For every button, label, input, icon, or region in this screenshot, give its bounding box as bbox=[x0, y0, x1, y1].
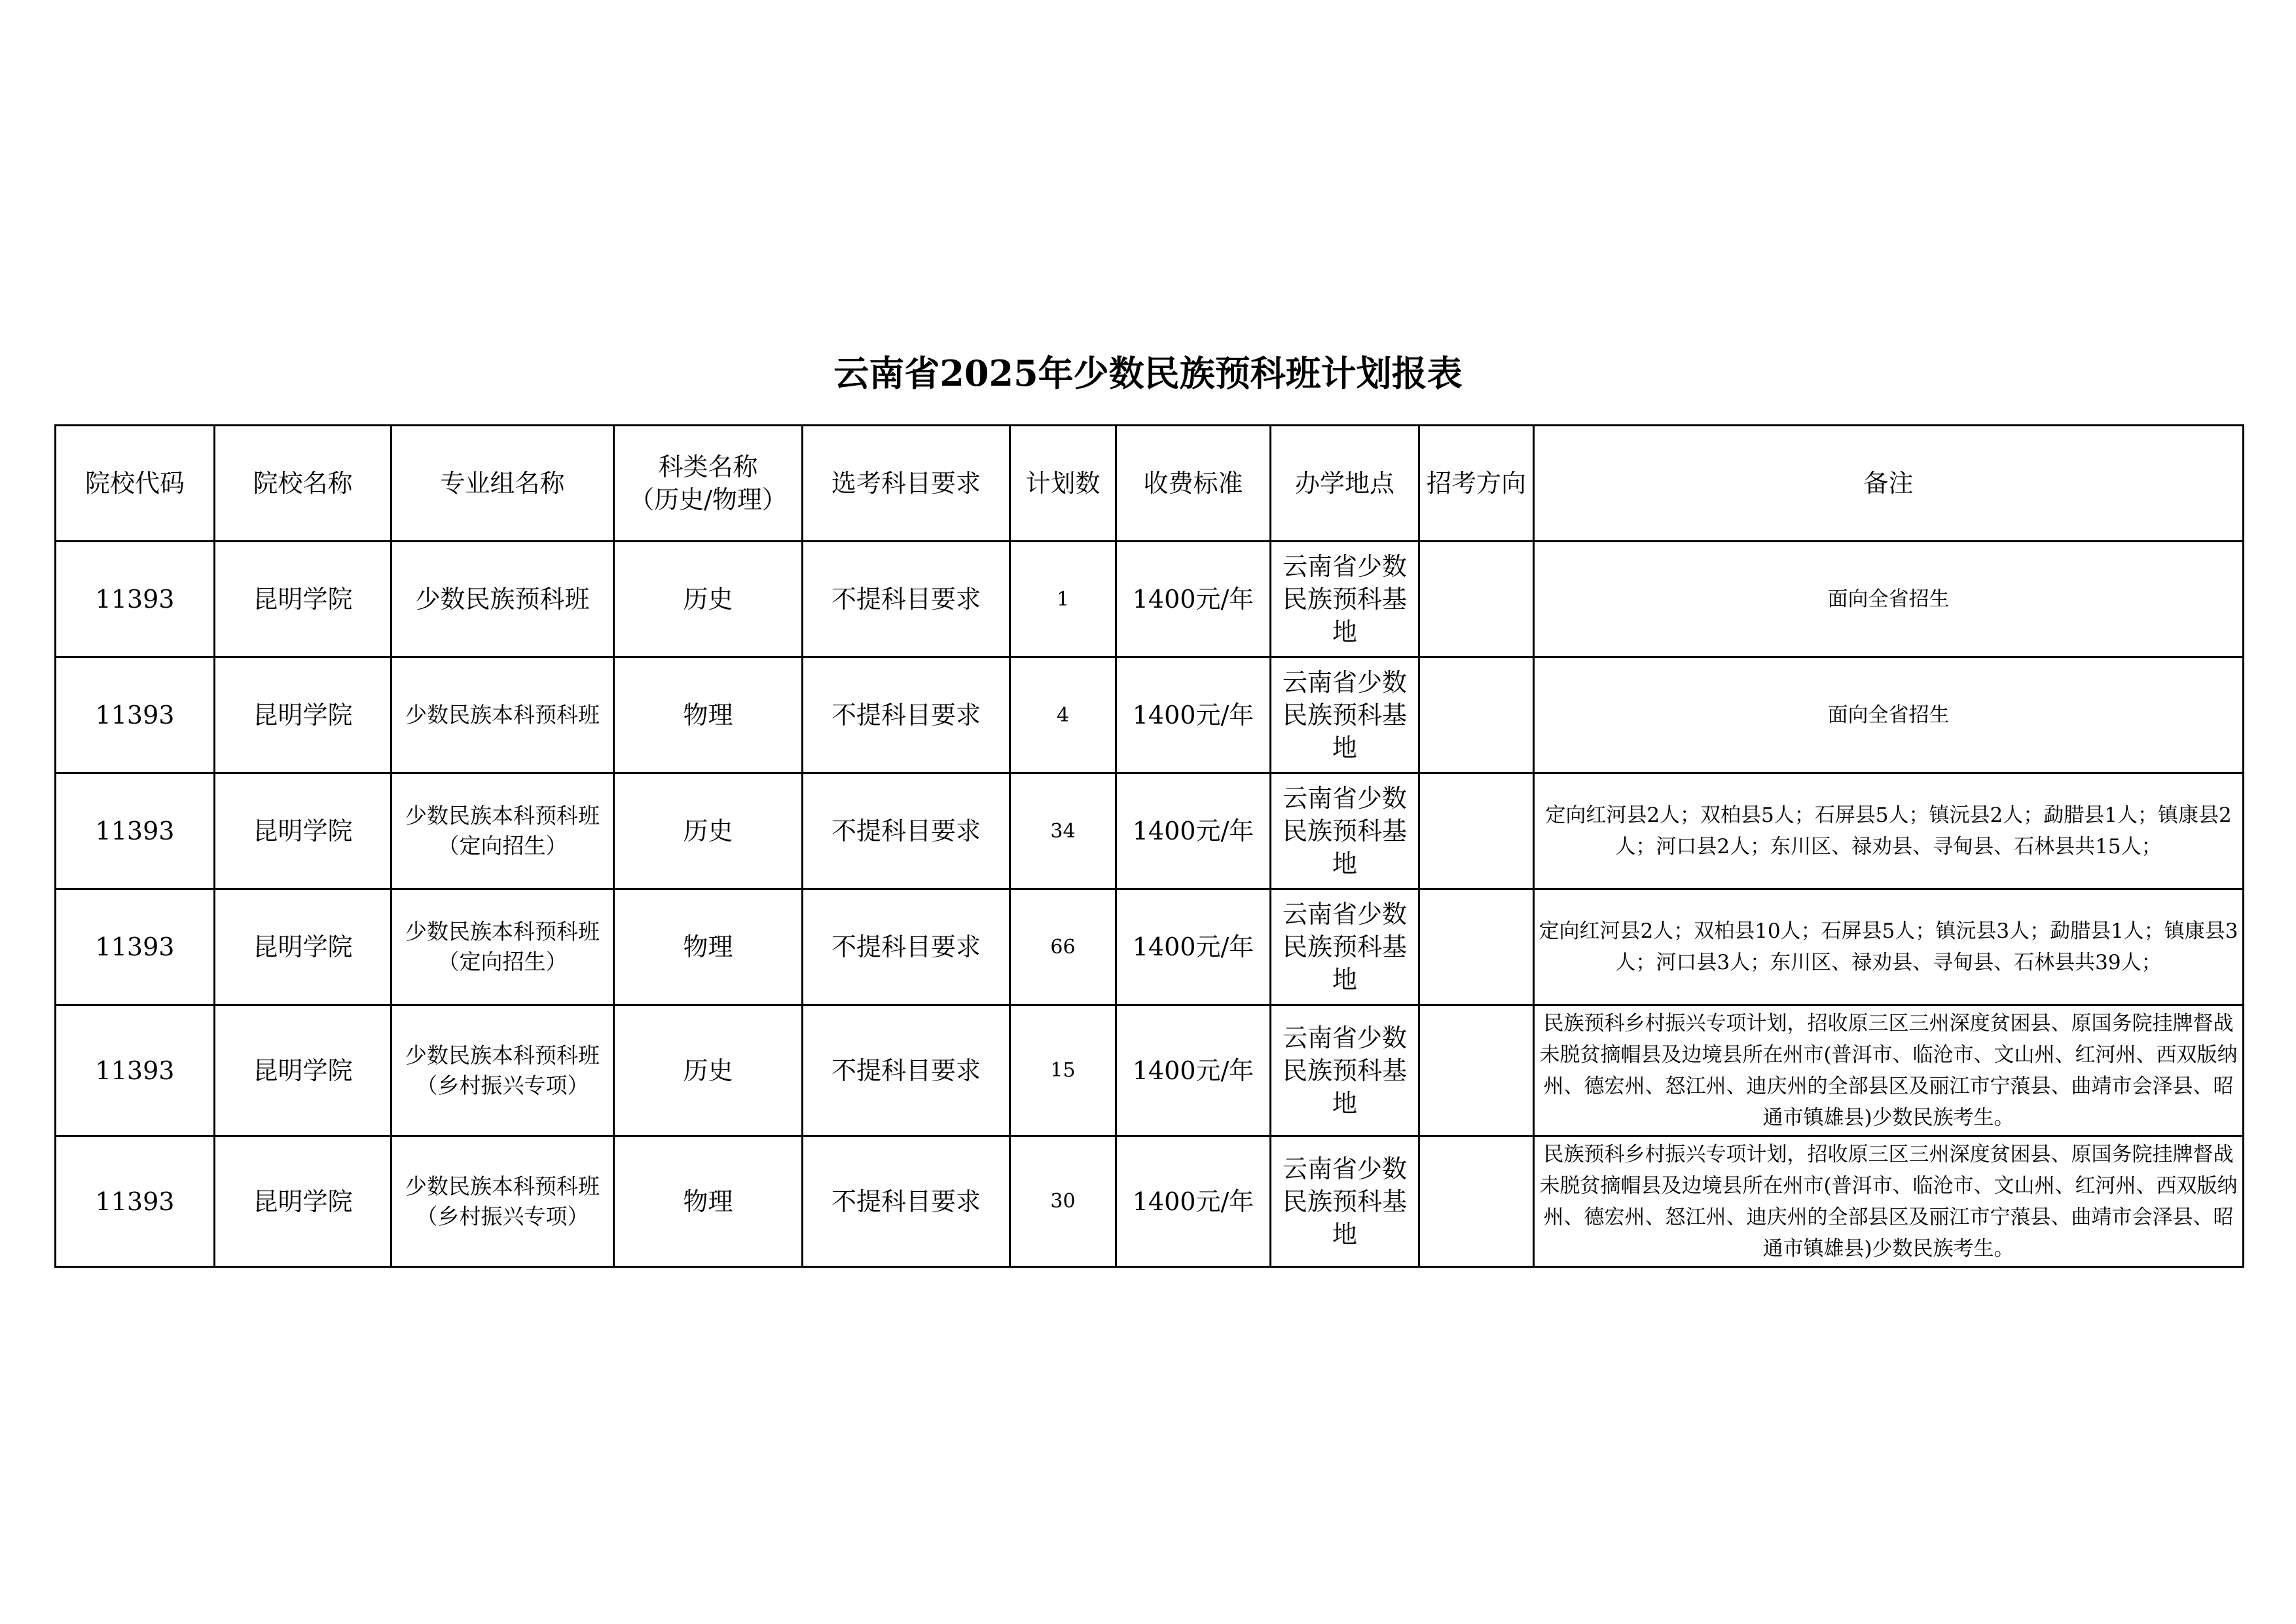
cell-major-group-line1: 少数民族本科预科班 bbox=[405, 1042, 600, 1068]
cell-category: 历史 bbox=[614, 773, 803, 889]
cell-major-group bbox=[392, 889, 614, 1005]
header-row bbox=[56, 426, 2244, 542]
cell-major-group bbox=[392, 542, 614, 657]
cell-direction bbox=[1419, 889, 1534, 1005]
cell-direction bbox=[1419, 773, 1534, 889]
cell-major-group bbox=[392, 657, 614, 773]
cell-fee: 1400元/年 bbox=[1116, 1136, 1271, 1267]
cell-note: 面向全省招生 bbox=[1534, 657, 2244, 773]
cell-fee: 1400元/年 bbox=[1116, 889, 1271, 1005]
page-title: 云南省2025年少数民族预科班计划报表 bbox=[833, 352, 1463, 394]
header-category-line1: 科类名称 bbox=[658, 452, 758, 481]
cell-site: 云南省少数民族预科基地 bbox=[1271, 542, 1419, 657]
cell-major-group-line1: 少数民族本科预科班 bbox=[405, 1173, 600, 1199]
cell-school-name: 昆明学院 bbox=[215, 889, 392, 1005]
cell-site: 云南省少数民族预科基地 bbox=[1271, 889, 1419, 1005]
cell-direction bbox=[1419, 1005, 1534, 1136]
cell-major-group bbox=[392, 773, 614, 889]
cell-note: 民族预科乡村振兴专项计划，招收原三区三州深度贫困县、原国务院挂牌督战未脱贫摘帽县及边境县所在州市(普洱市、临沧市、文山州、红河州、西双版纳州、德宏州、怒江州、迪庆州的全部县区及丽江市宁蒗县、曲靖市会泽县、昭通市镇雄县)少数民族考生。 bbox=[1534, 1005, 2244, 1136]
cell-school-code: 11393 bbox=[56, 1005, 215, 1136]
cell-plan-count: 34 bbox=[1010, 773, 1116, 889]
cell-direction bbox=[1419, 542, 1534, 657]
cell-plan-count: 1 bbox=[1010, 542, 1116, 657]
cell-direction bbox=[1419, 657, 1534, 773]
table-row bbox=[56, 1136, 2244, 1267]
cell-category: 历史 bbox=[614, 1005, 803, 1136]
cell-school-name: 昆明学院 bbox=[215, 773, 392, 889]
cell-major-group-line2: （定向招生） bbox=[437, 949, 568, 974]
header-plan-count: 计划数 bbox=[1010, 426, 1116, 542]
cell-category: 历史 bbox=[614, 542, 803, 657]
cell-site: 云南省少数民族预科基地 bbox=[1271, 1005, 1419, 1136]
header-school-name: 院校名称 bbox=[215, 426, 392, 542]
cell-subject-requirement: 不提科目要求 bbox=[803, 542, 1010, 657]
header-site: 办学地点 bbox=[1271, 426, 1419, 542]
header-direction: 招考方向 bbox=[1419, 426, 1534, 542]
cell-school-code: 11393 bbox=[56, 1136, 215, 1267]
cell-note: 定向红河县2人；双柏县5人；石屏县5人；镇沅县2人；勐腊县1人；镇康县2人；河口县2人；东川区、禄劝县、寻甸县、石林县共15人； bbox=[1534, 773, 2244, 889]
cell-plan-count: 4 bbox=[1010, 657, 1116, 773]
cell-subject-requirement: 不提科目要求 bbox=[803, 1136, 1010, 1267]
table-row bbox=[56, 1005, 2244, 1136]
cell-major-group-line1: 少数民族本科预科班 bbox=[405, 919, 600, 944]
cell-plan-count: 30 bbox=[1010, 1136, 1116, 1267]
cell-major-group bbox=[392, 1136, 614, 1267]
header-note: 备注 bbox=[1534, 426, 2244, 542]
cell-major-group-line1: 少数民族本科预科班 bbox=[405, 702, 600, 728]
table-row bbox=[56, 542, 2244, 657]
header-subject-requirement: 选考科目要求 bbox=[803, 426, 1010, 542]
cell-major-group-line1: 少数民族预科班 bbox=[415, 585, 590, 614]
cell-major-group-line2: （乡村振兴专项） bbox=[416, 1072, 589, 1098]
cell-school-name: 昆明学院 bbox=[215, 657, 392, 773]
cell-major-group-line2: （定向招生） bbox=[437, 833, 568, 858]
cell-school-code: 11393 bbox=[56, 889, 215, 1005]
cell-school-code: 11393 bbox=[56, 773, 215, 889]
cell-subject-requirement: 不提科目要求 bbox=[803, 1005, 1010, 1136]
plan-table bbox=[54, 424, 2244, 1268]
cell-school-name: 昆明学院 bbox=[215, 1136, 392, 1267]
cell-fee: 1400元/年 bbox=[1116, 773, 1271, 889]
cell-plan-count: 15 bbox=[1010, 1005, 1116, 1136]
table-row bbox=[56, 773, 2244, 889]
header-category bbox=[614, 426, 803, 542]
cell-category: 物理 bbox=[614, 1136, 803, 1267]
cell-major-group-line1: 少数民族本科预科班 bbox=[405, 803, 600, 828]
cell-major-group bbox=[392, 1005, 614, 1136]
cell-site: 云南省少数民族预科基地 bbox=[1271, 657, 1419, 773]
header-fee: 收费标准 bbox=[1116, 426, 1271, 542]
cell-school-name: 昆明学院 bbox=[215, 1005, 392, 1136]
cell-subject-requirement: 不提科目要求 bbox=[803, 773, 1010, 889]
cell-fee: 1400元/年 bbox=[1116, 542, 1271, 657]
cell-school-code: 11393 bbox=[56, 657, 215, 773]
cell-fee: 1400元/年 bbox=[1116, 1005, 1271, 1136]
header-school-code: 院校代码 bbox=[56, 426, 215, 542]
table-row bbox=[56, 657, 2244, 773]
cell-category: 物理 bbox=[614, 657, 803, 773]
cell-subject-requirement: 不提科目要求 bbox=[803, 657, 1010, 773]
cell-subject-requirement: 不提科目要求 bbox=[803, 889, 1010, 1005]
cell-school-name: 昆明学院 bbox=[215, 542, 392, 657]
table-row bbox=[56, 889, 2244, 1005]
cell-plan-count: 66 bbox=[1010, 889, 1116, 1005]
cell-direction bbox=[1419, 1136, 1534, 1267]
cell-note: 民族预科乡村振兴专项计划，招收原三区三州深度贫困县、原国务院挂牌督战未脱贫摘帽县及边境县所在州市(普洱市、临沧市、文山州、红河州、西双版纳州、德宏州、怒江州、迪庆州的全部县区及丽江市宁蒗县、曲靖市会泽县、昭通市镇雄县)少数民族考生。 bbox=[1534, 1136, 2244, 1267]
cell-site: 云南省少数民族预科基地 bbox=[1271, 1136, 1419, 1267]
cell-school-code: 11393 bbox=[56, 542, 215, 657]
cell-note: 定向红河县2人；双柏县10人；石屏县5人；镇沅县3人；勐腊县1人；镇康县3人；河口县3人；东川区、禄劝县、寻甸县、石林县共39人； bbox=[1534, 889, 2244, 1005]
cell-category: 物理 bbox=[614, 889, 803, 1005]
cell-major-group-line2: （乡村振兴专项） bbox=[416, 1203, 589, 1229]
header-category-line2: （历史/物理） bbox=[629, 485, 787, 514]
cell-site: 云南省少数民族预科基地 bbox=[1271, 773, 1419, 889]
cell-note: 面向全省招生 bbox=[1534, 542, 2244, 657]
header-major-group: 专业组名称 bbox=[392, 426, 614, 542]
cell-fee: 1400元/年 bbox=[1116, 657, 1271, 773]
